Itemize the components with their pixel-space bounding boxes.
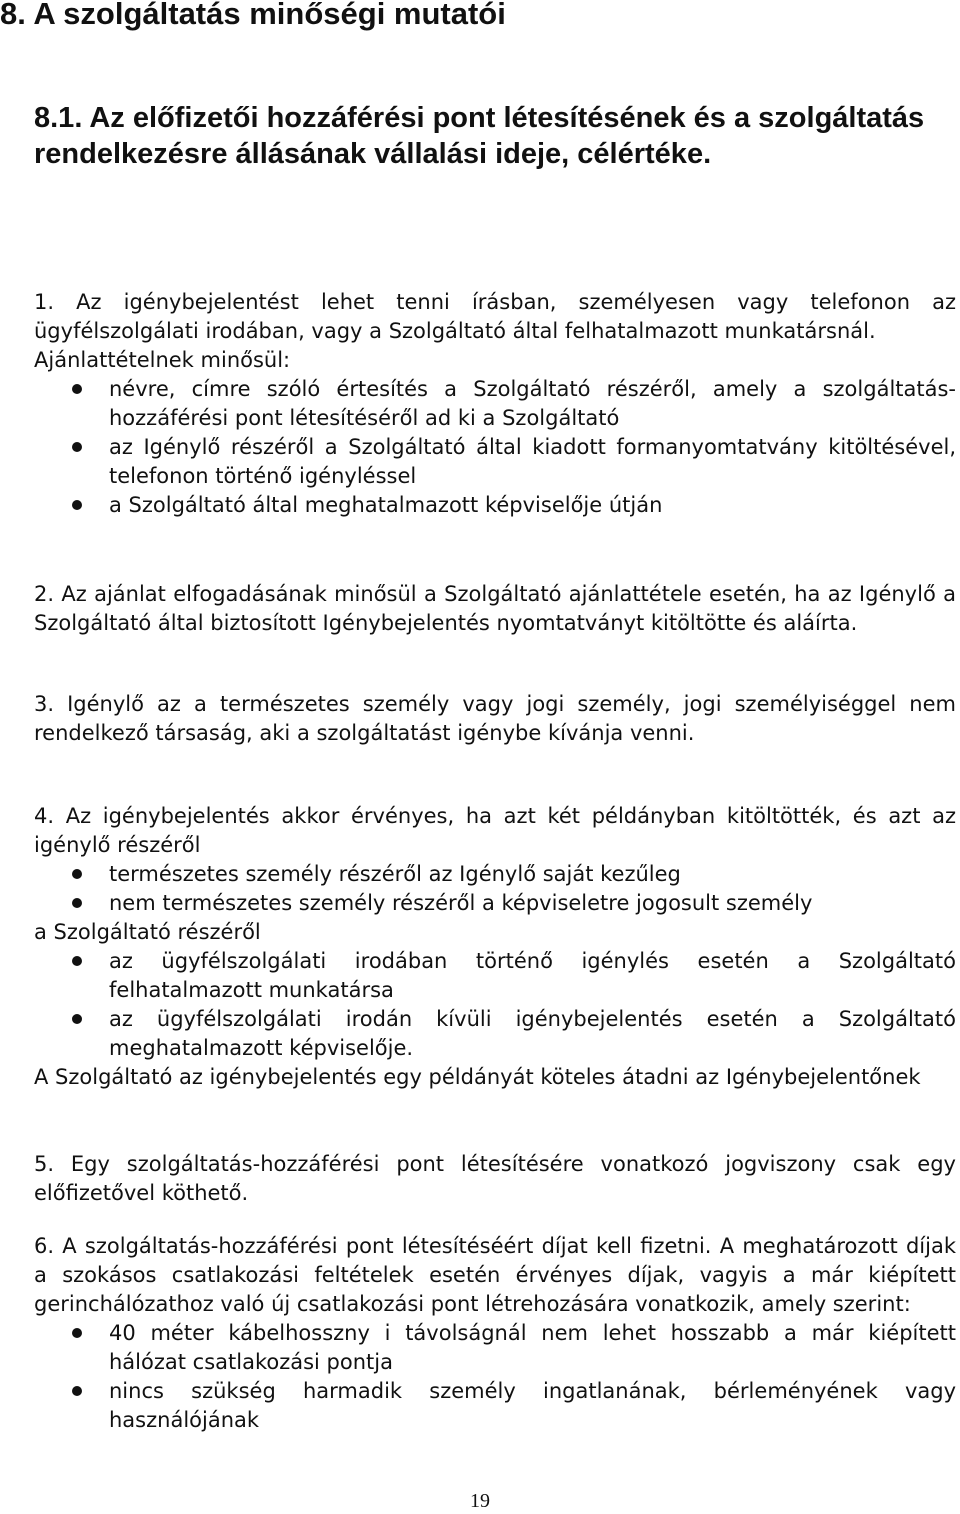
item-3 bbox=[34, 690, 956, 748]
item-2-text: 2. Az ajánlat elfogadásának minősül a Szolgáltató ajánlattétele esetén, ha az Igénylő a Szolgáltató által biztosított Igénybejelentés nyomtatványt kitöltötte és aláírta. bbox=[34, 582, 956, 635]
item-4-bullet-list-b bbox=[34, 947, 956, 1063]
section-heading: 8. A szolgáltatás minőségi mutatói bbox=[0, 0, 506, 31]
item-3-text: 3. Igénylő az a természetes személy vagy jogi személy, jogi személyiséggel nem rendelkező társaság, aki a szolgáltatást igénybe kívánja venni. bbox=[34, 692, 956, 745]
page-number: 19 bbox=[470, 1490, 490, 1512]
item-4-bullet-list-a bbox=[34, 860, 956, 918]
bullet-icon bbox=[72, 442, 82, 452]
item-1-text: 1. Az igénybejelentést lehet tenni írásban, személyesen vagy telefonon az ügyfélszolgálati irodában, vagy a Szolgáltató által felhatalmazott munkatársnál. bbox=[34, 290, 956, 343]
item-4-middle: a Szolgáltató részéről bbox=[34, 920, 261, 944]
bullet-icon bbox=[72, 869, 82, 879]
bullet-icon bbox=[72, 956, 82, 966]
list-item: 40 méter kábelhosszny i távolságnál nem lehet hosszabb a már kiépített hálózat csatlakozási pontja bbox=[34, 1319, 956, 1377]
item-1-bullet-list bbox=[34, 375, 956, 520]
item-4-text: 4. Az igénybejelentés akkor érvényes, ha azt két példányban kitöltötték, és azt az igénylő részéről bbox=[34, 804, 956, 857]
item-1 bbox=[34, 288, 956, 520]
item-4-closing: A Szolgáltató az igénybejelentés egy példányát köteles átadni az Igénybejelentőnek bbox=[34, 1065, 921, 1089]
subsection-heading: 8.1. Az előfizetői hozzáférési pont létesítésének és a szolgáltatás rendelkezésre állásának vállalási ideje, célértéke. bbox=[34, 102, 925, 170]
bullet-icon bbox=[72, 500, 82, 510]
list-item: az Igénylő részéről a Szolgáltató által kiadott formanyomtatvány kitöltésével, telefonon történő igényléssel bbox=[34, 433, 956, 491]
item-6 bbox=[34, 1232, 956, 1435]
item-4 bbox=[34, 802, 956, 1092]
list-item: az ügyfélszolgálati irodában történő igénylés esetén a Szolgáltató felhatalmazott munkatársa bbox=[34, 947, 956, 1005]
list-item: természetes személy részéről az Igénylő saját kezűleg bbox=[34, 860, 956, 889]
bullet-icon bbox=[72, 1014, 82, 1024]
item-6-text: 6. A szolgáltatás-hozzáférési pont létesítéséért díjat kell fizetni. A meghatározott díjak a szokásos csatlakozási feltételek esetén érvényes díjak, vagyis a már kiépített gerinchálózathoz való új csatlakozási pont létrehozására vonatkozik, amely szerint: bbox=[34, 1234, 956, 1316]
bullet-icon bbox=[72, 1386, 82, 1396]
item-1-intro: Ajánlattételnek minősül: bbox=[34, 348, 291, 372]
list-item: nincs szükség harmadik személy ingatlanának, bérleményének vagy használójának bbox=[34, 1377, 956, 1435]
item-2 bbox=[34, 580, 956, 638]
item-5-text: 5. Egy szolgáltatás-hozzáférési pont létesítésére vonatkozó jogviszony csak egy előfizetővel köthető. bbox=[34, 1152, 956, 1205]
list-item: nem természetes személy részéről a képviseletre jogosult személy bbox=[34, 889, 956, 918]
item-5 bbox=[34, 1150, 956, 1208]
list-item: névre, címre szóló értesítés a Szolgáltató részéről, amely a szolgáltatás-hozzáférési pont létesítéséről ad ki a Szolgáltató bbox=[34, 375, 956, 433]
list-item: a Szolgáltató által meghatalmazott képviselője útján bbox=[34, 491, 956, 520]
bullet-icon bbox=[72, 384, 82, 394]
bullet-icon bbox=[72, 1328, 82, 1338]
list-item: az ügyfélszolgálati irodán kívüli igénybejelentés esetén a Szolgáltató meghatalmazott képviselője. bbox=[34, 1005, 956, 1063]
item-6-bullet-list bbox=[34, 1319, 956, 1435]
bullet-icon bbox=[72, 898, 82, 908]
